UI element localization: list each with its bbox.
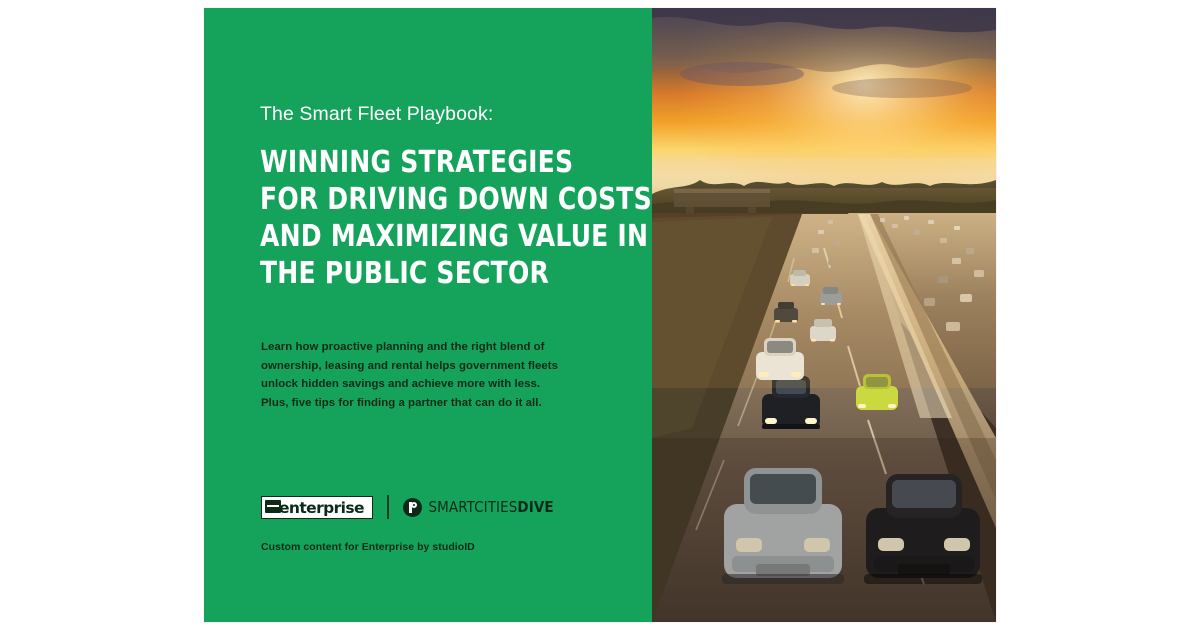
cover-left-panel <box>204 8 652 622</box>
smartcitiesdive-logo <box>403 498 554 517</box>
scd-word-light: SMARTCITIES <box>428 498 518 516</box>
enterprise-wordmark: enterprise <box>279 498 364 517</box>
highway-illustration <box>652 8 996 622</box>
logo-row <box>261 495 554 519</box>
headline-line-3: AND MAXIMIZING VALUE IN <box>260 219 649 254</box>
ebook-cover <box>204 8 996 622</box>
logo-divider <box>387 495 389 519</box>
cover-credit: Custom content for Enterprise by studioID <box>261 541 475 553</box>
headline-line-2: FOR DRIVING DOWN COSTS <box>260 182 652 217</box>
page-title <box>260 144 652 292</box>
smartcitiesdive-wordmark <box>429 498 554 516</box>
cover-subcopy <box>261 338 591 412</box>
dive-circle-icon <box>403 498 422 517</box>
cover-eyebrow: The Smart Fleet Playbook: <box>260 103 494 125</box>
headline-line-4: THE PUBLIC SECTOR <box>260 256 549 291</box>
scd-word-bold: DIVE <box>517 498 554 516</box>
subcopy-line-4: Plus, five tips for finding a partner that can do it all. <box>261 396 542 409</box>
enterprise-logo <box>261 496 373 519</box>
headline-line-1: WINNING STRATEGIES <box>260 145 574 180</box>
subcopy-line-1: Learn how proactive planning and the right blend of <box>261 341 545 353</box>
subcopy-line-2: ownership, leasing and rental helps government fleets <box>261 359 558 372</box>
subcopy-line-3: unlock hidden savings and achieve more with less. <box>261 378 541 391</box>
highway-traffic-sunset-photo <box>652 8 996 622</box>
